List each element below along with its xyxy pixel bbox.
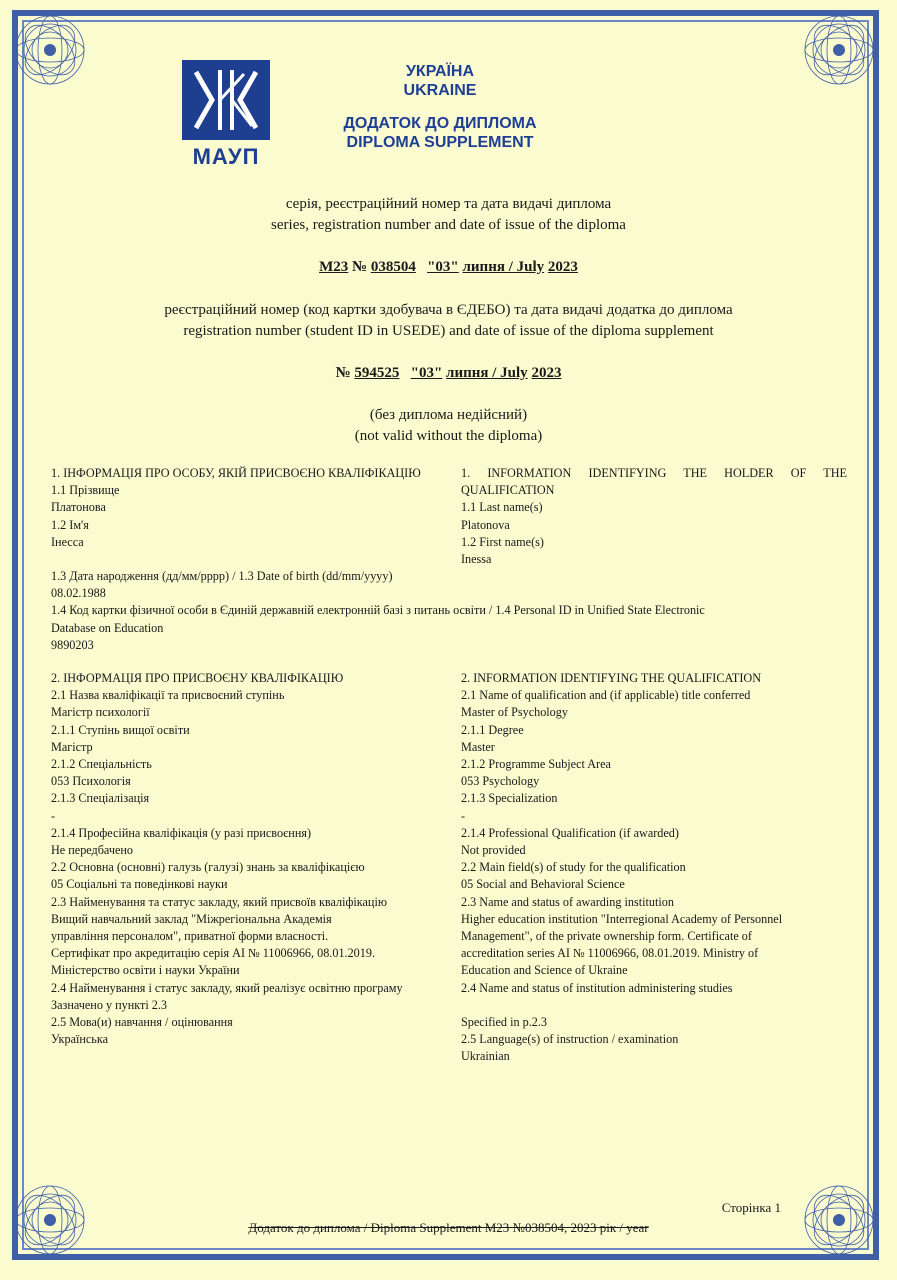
page-number: Сторінка 1 [721, 1200, 781, 1215]
supplement-caption-ua: реєстраційний номер (код картки здобувача в ЄДЕБО) та дата видачі додатка до диплома [164, 302, 733, 318]
administering-label-ua: 2.4 Найменування і статус закладу, який реалізує освітню програму [51, 980, 403, 995]
section2-left [51, 670, 441, 1048]
qual-name-en: Master of Psychology [461, 705, 568, 720]
institution-logo [182, 60, 270, 168]
awarding-line-en: Education and Science of Ukraine [461, 963, 628, 978]
administering-ua: Зазначено у пункті 2.3 [51, 997, 168, 1012]
section2-title-ua: 2. ІНФОРМАЦІЯ ПРО ПРИСВОЄНУ КВАЛІФІКАЦІЮ [51, 671, 344, 685]
supplement-year: 2023 [531, 365, 562, 381]
language-ua: Українська [51, 1032, 109, 1047]
validity-en: (not valid without the diploma) [354, 428, 543, 444]
degree-label-en: 2.1.1 Degree [461, 722, 524, 737]
supplement-number-sign: № [335, 365, 351, 381]
validity-note [0, 405, 897, 447]
section1-right [461, 465, 847, 568]
diploma-number-line [0, 257, 897, 278]
firstname-en: Inessa [461, 552, 492, 567]
awarding-label-en: 2.3 Name and status of awarding institution [461, 894, 674, 909]
awarding-line-en: accreditation series AI № 11006966, 08.01.2019. Ministry of [461, 946, 759, 961]
supplement-caption [0, 300, 897, 342]
awarding-line-ua: Сертифікат про акредитацію серія АІ № 11006966, 08.01.2019. [51, 946, 376, 961]
awarding-line-ua: Міністерство освіти і науки України [51, 963, 240, 978]
footer-reference: Додаток до диплома / Diploma Supplement М23 №038504, 2023 рік / year [248, 1220, 649, 1235]
personal-id-label: 1.4 Код картки фізичної особи в Єдиній державній електронній базі з питань освіти / 1.4 Personal ID in Unified State Electronic Database on Education [51, 603, 705, 635]
section1-common [51, 568, 851, 654]
field-label-en: 2.2 Main field(s) of study for the qualification [461, 860, 686, 875]
language-en: Ukrainian [461, 1049, 510, 1064]
dob-label: 1.3 Дата народження (дд/мм/рррр) / 1.3 Date of birth (dd/mm/yyyy) [51, 569, 393, 583]
section1-title-en: 1. INFORMATION IDENTIFYING THE HOLDER OF THE QUALIFICATION [461, 466, 847, 498]
title-ua: ДОДАТОК ДО ДИПЛОМА [343, 115, 537, 132]
specialization-ua: - [51, 808, 56, 823]
prof-qual-label-en: 2.1.4 Professional Qualification (if awarded) [461, 825, 679, 840]
subject-ua: 053 Психологія [51, 774, 131, 789]
lastname-ua: Платонова [51, 500, 106, 515]
personal-id-value: 9890203 [51, 637, 94, 652]
firstname-label-ua: 1.2 Ім'я [51, 517, 89, 532]
title-en: DIPLOMA SUPPLEMENT [346, 134, 534, 151]
degree-label-ua: 2.1.1 Ступінь вищої освіти [51, 722, 190, 737]
logo-emblem-icon [182, 60, 270, 140]
prof-qual-en: Not provided [461, 843, 526, 858]
awarding-line-en: Management", of the private ownership form. Certificate of [461, 929, 752, 944]
diploma-day: "03" [427, 259, 459, 275]
lastname-en: Platonova [461, 517, 510, 532]
country-ua: УКРАЇНА [405, 63, 475, 80]
validity-ua: (без диплома недійсний) [369, 407, 528, 423]
degree-ua: Магістр [51, 739, 93, 754]
diploma-year: 2023 [547, 259, 578, 275]
supplement-caption-en: registration number (student ID in USEDE) and date of issue of the diploma supplement [183, 323, 714, 339]
degree-en: Master [461, 739, 495, 754]
diploma-caption-ua: серія, реєстраційний номер та дата видачі диплома [285, 196, 612, 212]
dob-value: 08.02.1988 [51, 586, 106, 601]
document-header [300, 62, 580, 152]
diploma-number: 038504 [370, 259, 416, 275]
supplement-month: липня / July [446, 365, 528, 381]
subject-en: 053 Psychology [461, 774, 540, 789]
section1-left [51, 465, 441, 551]
section2-title-en: 2. INFORMATION IDENTIFYING THE QUALIFICATION [461, 671, 762, 685]
field-ua: 05 Соціальні та поведінкові науки [51, 877, 228, 892]
supplement-day: "03" [410, 365, 443, 381]
subject-label-ua: 2.1.2 Спеціальність [51, 757, 152, 772]
diploma-month: липня / July [462, 259, 545, 275]
awarding-line-ua: Вищий навчальний заклад "Міжрегіональна Академія [51, 911, 332, 926]
firstname-ua: Інесса [51, 534, 84, 549]
prof-qual-ua: Не передбачено [51, 843, 134, 858]
lastname-label-ua: 1.1 Прізвище [51, 483, 120, 498]
field-en: 05 Social and Behavioral Science [461, 877, 625, 892]
section1-title-ua: 1. ІНФОРМАЦІЯ ПРО ОСОБУ, ЯКІЙ ПРИСВОЄНО КВАЛІФІКАЦІЮ [51, 466, 421, 480]
corner-ornament-icon [10, 10, 90, 90]
specialization-label-ua: 2.1.3 Спеціалізація [51, 791, 150, 806]
language-label-en: 2.5 Language(s) of instruction / examination [461, 1032, 679, 1047]
logo-text: МАУП [192, 144, 260, 169]
supplement-number: 594525 [354, 365, 400, 381]
diploma-series: М23 [319, 259, 349, 275]
administering-en: Specified in p.2.3 [461, 1015, 547, 1030]
field-label-ua: 2.2 Основна (основні) галузь (галузі) знань за кваліфікацією [51, 860, 365, 875]
prof-qual-label-ua: 2.1.4 Професійна кваліфікація (у разі присвоєння) [51, 825, 312, 840]
diploma-caption [0, 194, 897, 236]
qual-name-ua: Магістр психології [51, 705, 150, 720]
diploma-number-sign: № [352, 259, 368, 275]
subject-label-en: 2.1.2 Programme Subject Area [461, 757, 611, 772]
awarding-line-en: Higher education institution "Interregional Academy of Personnel [461, 911, 783, 926]
specialization-en: - [461, 808, 466, 823]
supplement-number-line [0, 363, 897, 384]
qual-name-label-ua: 2.1 Назва кваліфікації та присвоєний ступінь [51, 688, 285, 703]
qual-name-label-en: 2.1 Name of qualification and (if applicable) title conferred [461, 688, 751, 703]
corner-ornament-icon [799, 10, 879, 90]
administering-label-en: 2.4 Name and status of institution administering studies [461, 980, 733, 995]
specialization-label-en: 2.1.3 Specialization [461, 791, 558, 806]
country-en: UKRAINE [403, 82, 477, 99]
section2-right [461, 670, 847, 1066]
diploma-caption-en: series, registration number and date of issue of the diploma [271, 217, 626, 233]
language-label-ua: 2.5 Мова(и) навчання / оцінювання [51, 1015, 233, 1030]
awarding-label-ua: 2.3 Найменування та статус закладу, який присвоїв кваліфікацію [51, 894, 387, 909]
firstname-label-en: 1.2 First name(s) [461, 534, 544, 549]
lastname-label-en: 1.1 Last name(s) [461, 500, 543, 515]
awarding-line-ua: управління персоналом", приватної форми власності. [51, 929, 329, 944]
